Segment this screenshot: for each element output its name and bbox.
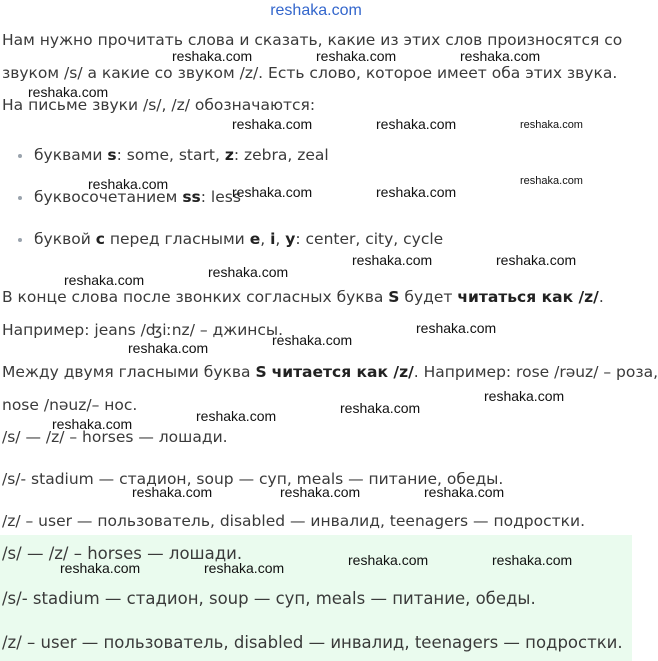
watermark: reshaka.com (352, 252, 433, 268)
watermark: reshaka.com (172, 48, 253, 64)
watermark: reshaka.com (232, 184, 313, 200)
rule-final-position: В конце слова после звонких согласных буква S будет читаться как /z/. (2, 288, 604, 306)
answer-box-line-1: /s/ — /z/ – horses — лошади. (2, 544, 243, 563)
watermark: reshaka.com (316, 48, 397, 64)
watermark: reshaka.com (232, 116, 313, 132)
site-header-link[interactable]: reshaka.com (270, 2, 362, 19)
intro-line-2: звуком /s/ а какие со звуком /z/. Есть слово, которое имеет оба этих звука. (2, 64, 618, 82)
answer-line-3: /z/ – user — пользователь, disabled — инвалид, teenagers — подростки. (2, 512, 586, 530)
watermark: reshaka.com (520, 119, 583, 131)
watermark: reshaka.com (132, 484, 213, 500)
bullet-dot (18, 154, 22, 158)
intro-line-3: На письме звуки /s/, /z/ обозначаются: (2, 96, 316, 114)
watermark: reshaka.com (128, 340, 209, 356)
example-jeans: Например: jeans /ʤiːnz/ – джинсы. (2, 321, 284, 339)
watermark: reshaka.com (496, 252, 577, 268)
answer-box-line-2: /s/- stadium — стадион, soup — суп, meals — питание, обеды. (2, 589, 536, 608)
bullet-dot (18, 196, 22, 200)
watermark: reshaka.com (272, 332, 353, 348)
rule-between-vowels: Между двумя гласными буква S читается как /z/. Например: rose /rəuz/ – роза, (2, 363, 658, 381)
answer-line-1: /s/ — /z/ – horses — лошади. (2, 428, 228, 446)
watermark: reshaka.com (424, 484, 505, 500)
watermark: reshaka.com (208, 264, 289, 280)
watermark: reshaka.com (280, 484, 361, 500)
watermark: reshaka.com (196, 408, 277, 424)
answer-box-line-3: /z/ – user — пользователь, disabled — инвалид, teenagers — подростки. (2, 633, 623, 652)
watermark: reshaka.com (88, 176, 169, 192)
watermark: reshaka.com (52, 416, 133, 432)
watermark: reshaka.com (348, 552, 429, 568)
example-nose: nose /nəuz/– нос. (2, 396, 138, 414)
watermark: reshaka.com (416, 320, 497, 336)
bullet-item-3: буквой c перед гласными e, i, y: center, city, cycle (34, 230, 444, 248)
watermark: reshaka.com (340, 400, 421, 416)
watermark: reshaka.com (520, 175, 583, 187)
watermark: reshaka.com (376, 184, 457, 200)
watermark: reshaka.com (28, 84, 109, 100)
bullet-dot (18, 238, 22, 242)
bullet-item-1: буквами s: some, start, z: zebra, zeal (34, 146, 329, 164)
answer-line-2: /s/- stadium — стадион, soup — суп, meals — питание, обеды. (2, 470, 504, 488)
watermark: reshaka.com (376, 116, 457, 132)
intro-line-1: Нам нужно прочитать слова и сказать, какие из этих слов произносятся со (2, 31, 623, 49)
watermark: reshaka.com (460, 48, 541, 64)
watermark: reshaka.com (492, 552, 573, 568)
watermark: reshaka.com (204, 560, 285, 576)
bullet-item-2: буквосочетанием ss: less (34, 188, 241, 206)
watermark: reshaka.com (64, 272, 145, 288)
watermark: reshaka.com (484, 388, 565, 404)
watermark: reshaka.com (60, 560, 141, 576)
